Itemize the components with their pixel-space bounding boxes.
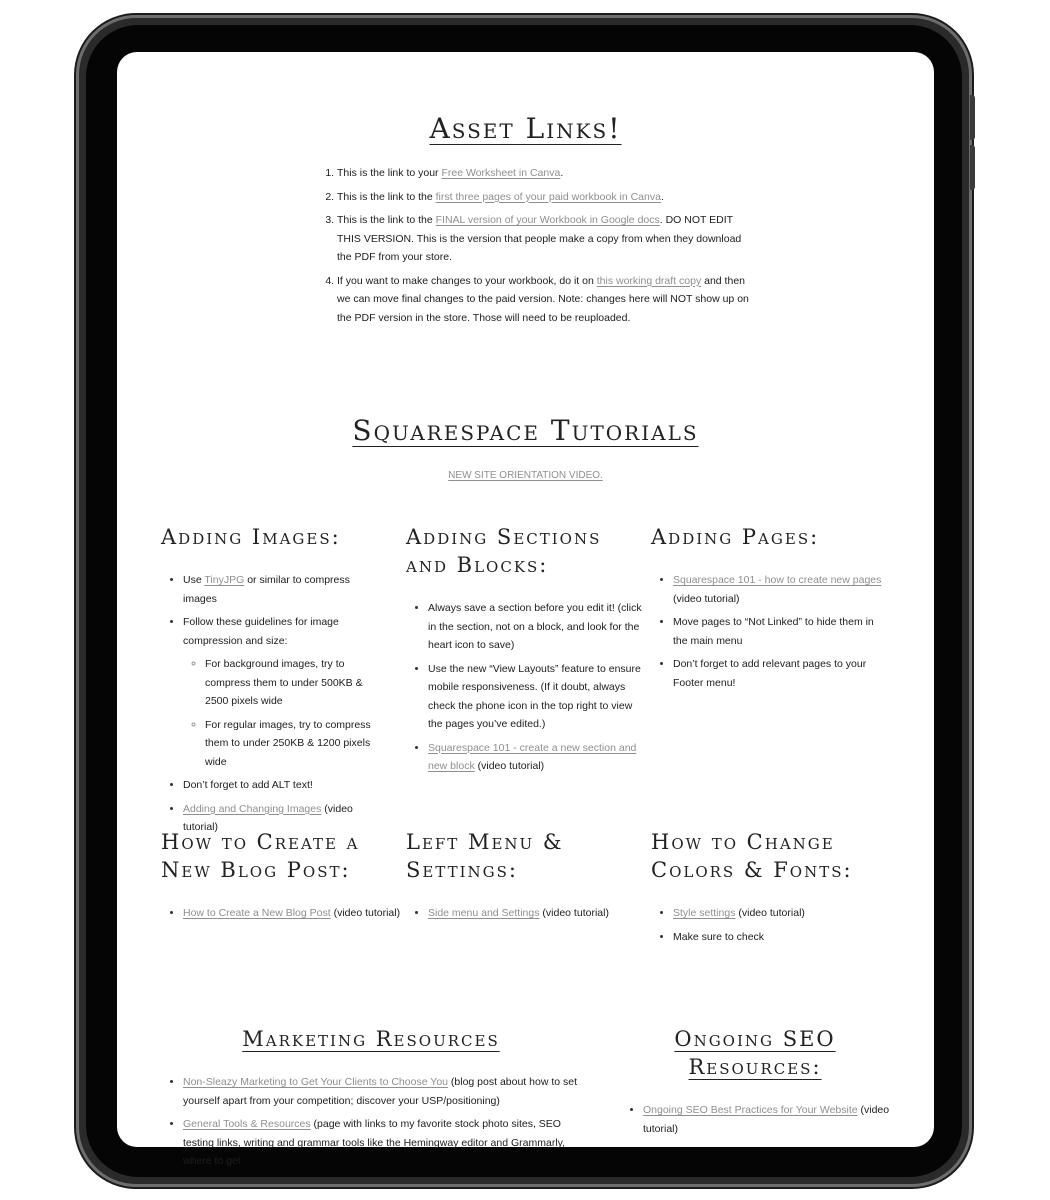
style-settings-link[interactable]: Style settings <box>673 907 736 919</box>
list-item: • Follow these guidelines for image compression and size: ◦ For background images, try to compress them to under 500KB & 2500 pixels wide ◦ For regular images, try to compress them to under 250KB & 1200 pixels wide <box>183 613 383 771</box>
list-item: • Use TinyJPG or similar to compress images <box>183 571 383 608</box>
blog-post-list <box>161 904 413 928</box>
asset-links-heading: Asset Links! <box>429 112 622 145</box>
adding-sections-heading: Adding Sections and Blocks: <box>406 525 602 577</box>
list-item: 2. This is the link to the first three pages of your paid workbook in Canva. <box>337 188 757 207</box>
volume-down-button <box>970 145 975 190</box>
tablet-screen <box>117 52 934 1167</box>
adding-images-heading: Adding Images: <box>161 525 341 549</box>
final-workbook-link[interactable]: FINAL version of your Workbook in Google docs <box>435 214 660 226</box>
create-section-block-link[interactable]: Squarespace 101 - create a new section and new block <box>428 741 637 772</box>
list-item: • Move pages to “Not Linked” to hide them in the main menu <box>673 613 889 650</box>
colors-fonts-list <box>651 904 893 951</box>
left-menu-heading: Left Menu & Settings: <box>406 830 564 882</box>
non-sleazy-marketing-link[interactable]: Non-Sleazy Marketing to Get Your Clients to Choose You <box>183 1076 448 1088</box>
adding-pages-heading: Adding Pages: <box>651 525 820 549</box>
squarespace-tutorials-heading: Squarespace Tutorials <box>352 414 699 447</box>
list-item: • General Tools & Resources (page with links to my favorite stock photo sites, SEO testing links, writing and grammar tools like the Hemingway editor and Grammarly, where to get <box>183 1115 583 1171</box>
asset-links-list <box>327 164 757 332</box>
left-menu-list <box>406 904 648 928</box>
ongoing-seo-list <box>621 1101 893 1143</box>
create-blog-post-link[interactable]: How to Create a New Blog Post <box>183 907 331 919</box>
list-item: • How to Create a New Blog Post (video tutorial) <box>183 904 413 923</box>
list-item: • Always save a section before you edit it! (click in the section, not on a block, and look for the heart icon to save) <box>428 599 646 655</box>
sub-list-item: ◦ For background images, try to compress them to under 500KB & 2500 pixels wide <box>205 655 383 711</box>
adding-changing-images-link[interactable]: Adding and Changing Images <box>183 802 322 815</box>
volume-up-button <box>970 95 975 140</box>
list-item: • Style settings (video tutorial) <box>673 904 893 923</box>
free-worksheet-link[interactable]: Free Worksheet in Canva <box>441 167 561 179</box>
sub-list-item: ◦ For regular images, try to compress them to under 250KB & 1200 pixels wide <box>205 716 383 772</box>
marketing-resources-list <box>161 1073 583 1176</box>
list-item: • Adding and Changing Images (video tutorial) <box>183 800 383 837</box>
list-item: • Squarespace 101 - create a new section and new block (video tutorial) <box>428 739 646 776</box>
list-item: • Use the new “View Layouts” feature to ensure mobile responsiveness. (If it doubt, always check the phone icon in the top right to view the pages you’ve edited.) <box>428 660 646 734</box>
list-item: • Ongoing SEO Best Practices for Your Website (video tutorial) <box>643 1101 893 1138</box>
seo-best-practices-link[interactable]: Ongoing SEO Best Practices for Your Website <box>643 1104 858 1116</box>
create-new-pages-link[interactable]: Squarespace 101 - how to create new pages <box>673 574 882 586</box>
list-item: • Don’t forget to add ALT text! <box>183 776 383 795</box>
adding-pages-list <box>651 571 889 697</box>
list-item: 1. This is the link to your Free Worksheet in Canva. <box>337 164 757 183</box>
working-draft-link[interactable]: this working draft copy <box>596 274 702 287</box>
adding-sections-list <box>406 599 646 781</box>
list-item: 3. This is the link to the FINAL version of your Workbook in Google docs. DO NOT EDIT THIS VERSION. This is the version that people make a copy from when they download the PDF from your store. <box>337 211 757 267</box>
side-menu-settings-link[interactable]: Side menu and Settings <box>428 907 540 919</box>
list-item: • Side menu and Settings (video tutorial) <box>428 904 648 923</box>
general-tools-link[interactable]: General Tools & Resources <box>183 1118 311 1130</box>
marketing-resources-heading: Marketing Resources <box>242 1027 500 1051</box>
list-item: • Non-Sleazy Marketing to Get Your Clients to Choose You (blog post about how to set yourself apart from your competition; discover your USP/positioning) <box>183 1073 583 1110</box>
adding-images-list <box>161 571 383 842</box>
orientation-video-link[interactable]: NEW SITE ORIENTATION VIDEO. <box>448 470 603 481</box>
list-item: • Squarespace 101 - how to create new pages (video tutorial) <box>673 571 889 608</box>
paid-workbook-pages-link[interactable]: first three pages of your paid workbook in Canva <box>435 190 661 203</box>
list-item: • Don’t forget to add relevant pages to your Footer menu! <box>673 655 889 692</box>
ongoing-seo-heading: Ongoing SEO Resources: <box>674 1027 836 1079</box>
blog-post-heading: How to Create a New Blog Post: <box>161 830 360 882</box>
list-item: 4. If you want to make changes to your workbook, do it on this working draft copy and then we can move final changes to the paid version. Note: changes here will NOT show up on the PDF version in the store. Those will need to be reuploaded. <box>337 272 757 328</box>
colors-fonts-heading: How to Change Colors & Fonts: <box>651 830 853 882</box>
tinyjpg-link[interactable]: TinyJPG <box>204 574 245 586</box>
orientation-video-row <box>117 470 934 481</box>
list-item: • Make sure to check <box>673 928 893 947</box>
